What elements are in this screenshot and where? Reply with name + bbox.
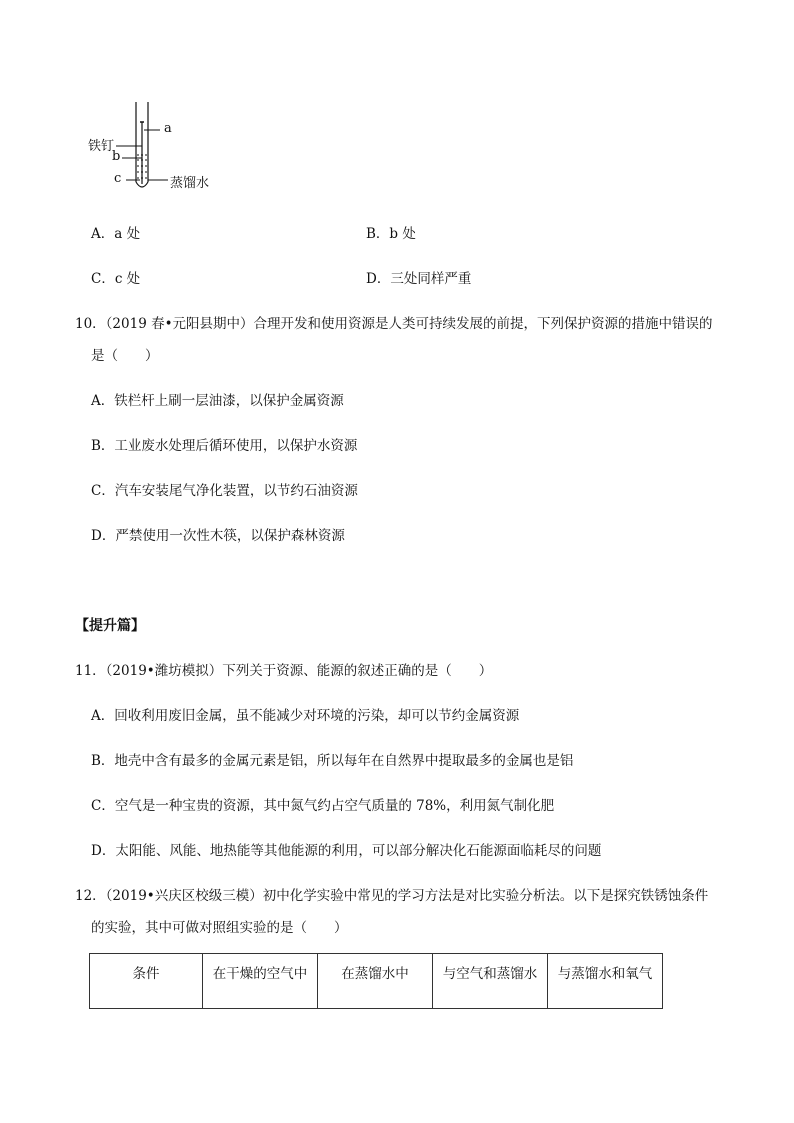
- table-header-cell: 条件: [90, 954, 203, 1009]
- q11-option-d: D．太阳能、风能、地热能等其他能源的利用，可以部分解决化石能源面临耗尽的问题: [91, 843, 602, 859]
- section-title: 【提升篇】: [75, 618, 145, 634]
- q10-option-c: C．汽车安装尾气净化装置，以节约石油资源: [91, 483, 358, 499]
- q11-stem: 11．（2019•潍坊模拟）下列关于资源、能源的叙述正确的是（ ）: [75, 663, 493, 679]
- q10-stem-line2: 是（ ）: [91, 348, 159, 364]
- q9-option-c: C．c 处: [91, 271, 141, 287]
- q9-option-d: D．三处同样严重: [366, 271, 472, 287]
- table-header-cell: 与蒸馏水和氧气: [548, 954, 663, 1009]
- table-row: [90, 954, 663, 1009]
- label-water: 蒸馏水: [170, 176, 210, 191]
- label-b: b: [112, 149, 121, 164]
- conditions-table: [89, 953, 663, 1009]
- q10-option-d: D．严禁使用一次性木筷，以保护森林资源: [91, 528, 345, 544]
- table-header-cell: 与空气和蒸馏水: [433, 954, 548, 1009]
- q9-option-a: A．a 处: [91, 226, 141, 242]
- q12-stem-line2: 的实验，其中可做对照组实验的是（ ）: [91, 920, 348, 936]
- q10-option-b: B．工业废水处理后循环使用，以保护水资源: [91, 438, 358, 454]
- test-tube-diagram: [86, 100, 226, 195]
- q11-option-b: B．地壳中含有最多的金属元素是铝，所以每年在自然界中提取最多的金属也是铝: [91, 753, 574, 769]
- q9-option-b: B．b 处: [366, 226, 416, 242]
- q11-option-c: C．空气是一种宝贵的资源，其中氮气约占空气质量的 78%，利用氮气制化肥: [91, 798, 555, 814]
- table-header-cell: 在干燥的空气中: [203, 954, 318, 1009]
- q12-stem-line1: 12．（2019•兴庆区校级三模）初中化学实验中常见的学习方法是对比实验分析法。以下是探究铁锈蚀条件: [75, 888, 709, 904]
- label-c: c: [114, 171, 122, 186]
- q10-stem-line1: 10．（2019 春•元阳县期中）合理开发和使用资源是人类可持续发展的前提，下列保护资源的措施中错误的: [75, 316, 713, 332]
- q11-option-a: A．回收利用废旧金属，虽不能减少对环境的污染，却可以节约金属资源: [91, 708, 520, 724]
- label-a: a: [164, 121, 172, 136]
- q10-option-a: A．铁栏杆上刷一层油漆，以保护金属资源: [91, 393, 344, 409]
- label-nail: 铁钉: [88, 139, 115, 154]
- table-header-cell: 在蒸馏水中: [318, 954, 433, 1009]
